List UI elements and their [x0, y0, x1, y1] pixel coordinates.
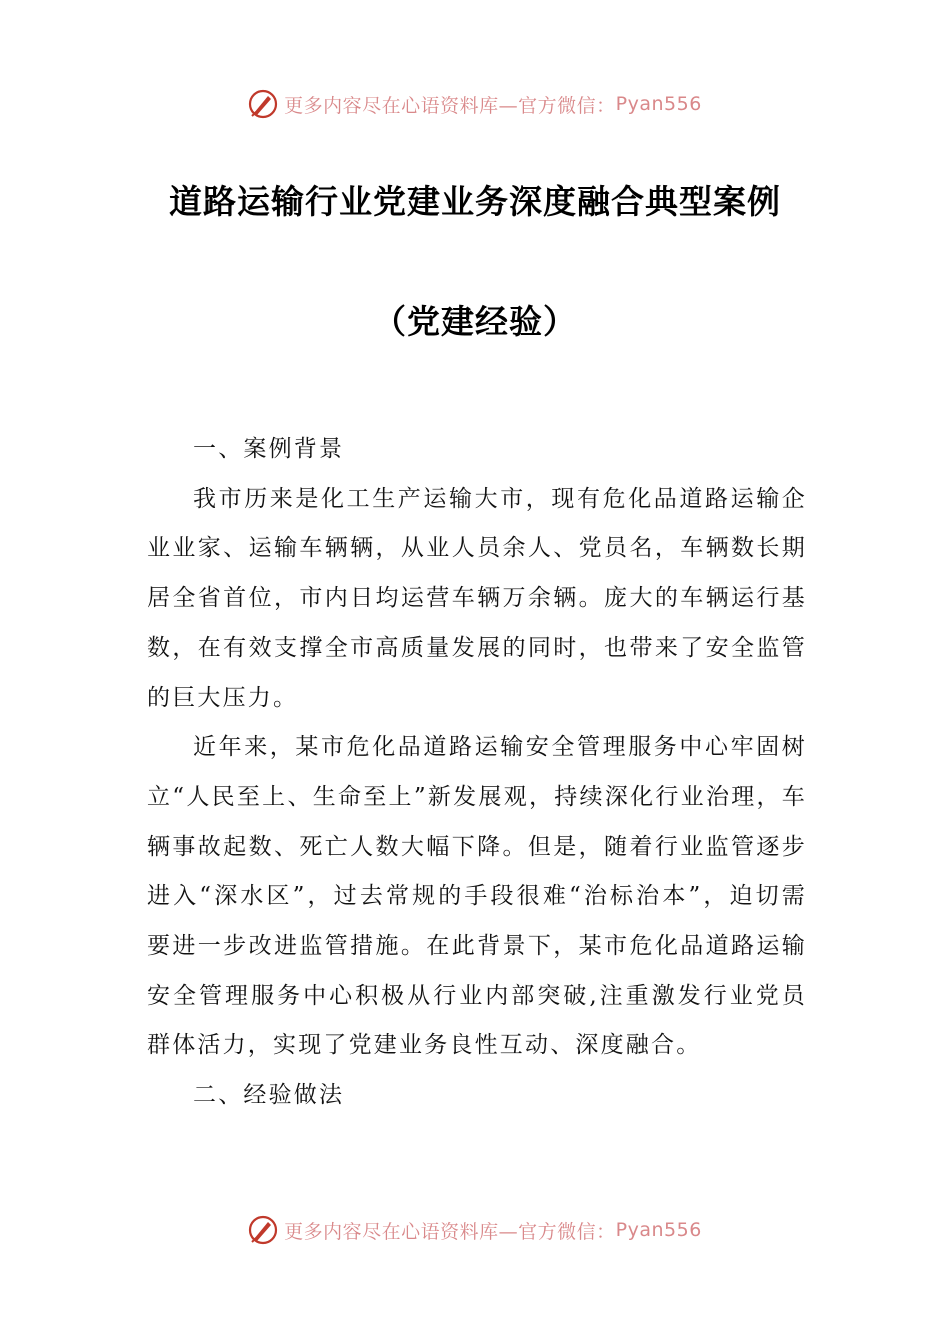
paragraph: 近年来，某市危化品道路运输安全管理服务中心牢固树立“人民至上、生命至上”新发展观，持续深化行业治理，车辆事故起数、死亡人数大幅下降。但是，随着行业监管逐步进入“深水区”，过去常规的手段很难“治标治本”，迫切需要进一步改进监管措施。在此背景下，某市危化品道路运输安全管理服务中心积极从行业内部突破,注重激发行业党员群体活力，实现了党建业务良性互动、深度融合。: [147, 734, 807, 1059]
footer-watermark-banner: [0, 1210, 950, 1250]
paragraph: 我市历来是化工生产运输大市，现有危化品道路运输企业业家、运输车辆辆，从业人员余人、党员名，车辆数长期居全省首位，市内日均运营车辆万余辆。庞大的车辆运行基数，在有效支撑全市高质量发展的同时，也带来了安全监管的巨大压力。: [147, 485, 807, 711]
banner-wechat-id: Pyan556: [615, 1219, 702, 1241]
header-watermark-banner: [0, 84, 950, 124]
document-title: 道路运输行业党建业务深度融合典型案例: [169, 182, 781, 221]
banner-text: 更多内容尽在心语资料库—官方微信：: [284, 94, 616, 117]
section-heading: 一、案例背景: [193, 436, 345, 462]
banner-text: 更多内容尽在心语资料库—官方微信：: [284, 1220, 616, 1243]
banner-wechat-id: Pyan556: [615, 93, 702, 115]
pen-logo-icon: [248, 1215, 278, 1245]
document-body: [147, 425, 807, 1121]
document-subtitle: （党建经验）: [373, 302, 577, 341]
pen-logo-icon: [248, 89, 278, 119]
section-heading: 二、经验做法: [193, 1082, 345, 1109]
